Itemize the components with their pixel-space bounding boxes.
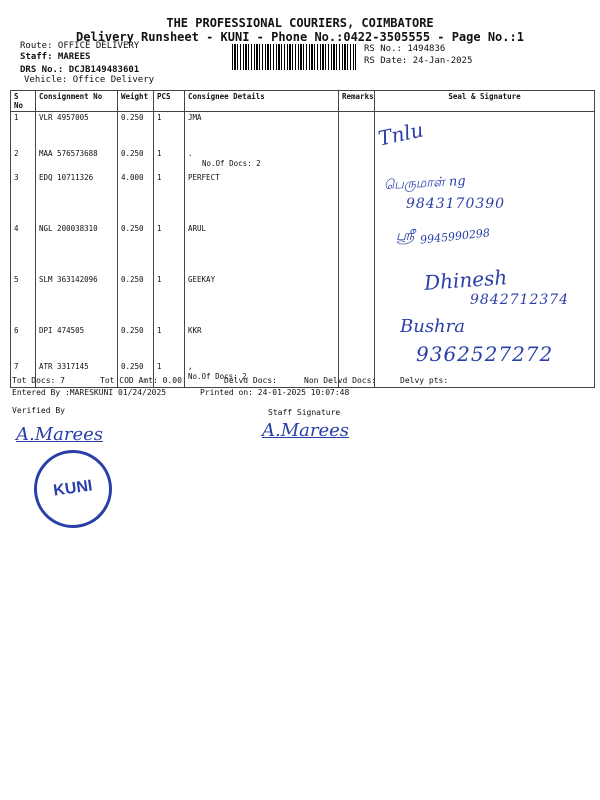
col-seal: Seal & Signature: [375, 91, 595, 112]
signature-row-3-phone: 9843170390: [406, 196, 506, 212]
row-sno: 6: [11, 325, 36, 361]
row-consignment: DPI 474505: [36, 325, 118, 361]
drs-number: DRS No.: DCJB149483601: [20, 65, 140, 75]
row-pcs: 1: [154, 274, 185, 325]
barcode: [232, 44, 356, 70]
col-sno: S No: [11, 91, 36, 112]
row-pcs: 1: [154, 325, 185, 361]
row-consignment: NGL 200038310: [36, 223, 118, 274]
rs-number: RS No.: 1494836: [364, 44, 446, 54]
row-weight: 4.000: [118, 172, 154, 223]
row-weight: 0.250: [118, 361, 154, 388]
row-pcs: 1: [154, 223, 185, 274]
stamp-text: KUNI: [52, 477, 94, 500]
signature-row-5-name: Dhinesh: [423, 265, 508, 295]
non-delivered-docs: Non Delvd Docs:: [304, 376, 377, 385]
row-details: GEEKAY: [185, 274, 339, 325]
row-pcs: 1: [154, 172, 185, 223]
signature-rows-1-2: Tnlu: [376, 117, 426, 151]
row-consignment: EDQ 10711326: [36, 172, 118, 223]
row-weight: 0.250: [118, 325, 154, 361]
row-weight: 0.250: [118, 148, 154, 172]
col-remarks: Remarks: [339, 91, 375, 112]
col-consignment: Consignment No: [36, 91, 118, 112]
rs-date: RS Date: 24-Jan-2025: [364, 56, 473, 66]
row-pcs: 1: [154, 112, 185, 148]
signature-row-6-name: Bushra: [400, 316, 465, 337]
row-consignment: VLR 4957005: [36, 112, 118, 148]
staff-signature-label: Staff Signature: [268, 408, 341, 417]
verified-by-label: Verified By: [12, 406, 65, 415]
row-sno: 2: [11, 148, 36, 172]
row-note: No.Of Docs: 2: [188, 371, 247, 381]
verified-signature: A.Marees: [16, 424, 104, 445]
table-row: [11, 223, 595, 274]
row-sno: 4: [11, 223, 36, 274]
col-pcs: PCS: [154, 91, 185, 112]
row-details-text: .: [188, 148, 193, 158]
row-details: JMA: [185, 112, 339, 148]
row-details: PERFECT: [185, 172, 339, 223]
entered-by: Entered By :MARESKUNI 01/24/2025: [12, 388, 167, 397]
table-row: [11, 148, 595, 172]
vehicle-label: Vehicle: Office Delivery: [24, 75, 155, 85]
route-label: Route: OFFICE DELIVERY: [20, 41, 140, 51]
company-title: THE PROFESSIONAL COURIERS, COIMBATORE: [166, 16, 434, 30]
tot-docs: Tot Docs: 7: [12, 376, 65, 385]
signature-row-7-phone: 9362527272: [416, 342, 554, 366]
runsheet-title: Delivery Runsheet - KUNI - Phone No.:0422-3505555 - Page No.:1: [76, 30, 524, 44]
table-header-row: [11, 91, 595, 112]
col-consignee: Consignee Details: [185, 91, 339, 112]
row-details: [185, 148, 339, 172]
row-weight: 0.250: [118, 223, 154, 274]
row-pcs: 1: [154, 148, 185, 172]
row-pcs: 1: [154, 361, 185, 388]
row-sno: 3: [11, 172, 36, 223]
signature-row-4-phone: 9945990298: [419, 226, 491, 247]
row-sno: 5: [11, 274, 36, 325]
tot-cod-amount: Tot COD Amt: 0.00: [100, 376, 182, 385]
col-weight: Weight: [118, 91, 154, 112]
kuni-stamp: [29, 445, 117, 533]
row-sno: 1: [11, 112, 36, 148]
row-details: KKR: [185, 325, 339, 361]
staff-label: Staff: MAREES: [20, 52, 91, 62]
row-consignment: ATR 3317145: [36, 361, 118, 388]
signature-row-5-phone: 9842712374: [470, 292, 570, 308]
signature-row-3-name: பெருமாள் ng: [383, 173, 466, 194]
row-note: No.Of Docs: 2: [202, 158, 261, 168]
row-weight: 0.250: [118, 274, 154, 325]
row-consignment: SLM 363142096: [36, 274, 118, 325]
table-row: [11, 112, 595, 148]
row-consignment: MAA 576573688: [36, 148, 118, 172]
delivered-docs: Delvd Docs:: [224, 376, 277, 385]
row-weight: 0.250: [118, 112, 154, 148]
table-row: [11, 172, 595, 223]
printed-on: Printed on: 24-01-2025 10:07:48: [200, 388, 350, 397]
row-details-text: ,: [188, 361, 193, 371]
staff-signature: A.Marees: [262, 420, 350, 441]
delivery-points: Delvy pts:: [400, 376, 449, 385]
row-details: ARUL: [185, 223, 339, 274]
signature-row-4-name: ஸ்ரீ: [396, 228, 415, 244]
row-sno: 7: [11, 361, 36, 388]
